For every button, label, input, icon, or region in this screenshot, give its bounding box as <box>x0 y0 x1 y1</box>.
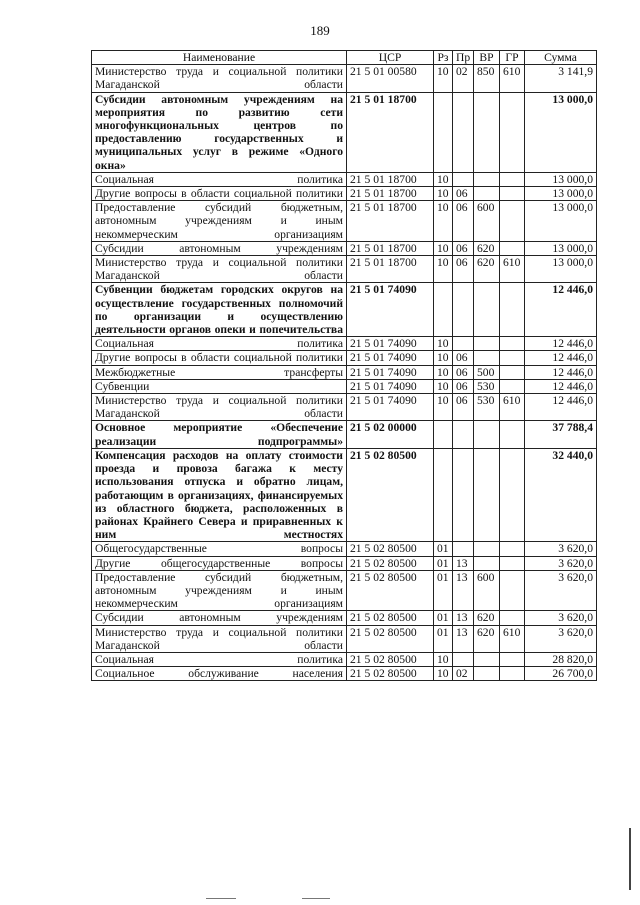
csr-cell: 21 5 01 18700 <box>347 172 434 186</box>
table-row <box>92 337 597 351</box>
rz-cell <box>434 92 453 172</box>
table-header-row <box>92 51 597 65</box>
name-cell: Социальная политика <box>92 172 347 186</box>
rz-cell: 10 <box>434 337 453 351</box>
sum-cell: 3 620,0 <box>525 556 597 570</box>
rz-cell: 10 <box>434 201 453 242</box>
sum-cell: 13 000,0 <box>525 187 597 201</box>
vr-cell <box>474 542 500 556</box>
vr-cell: 620 <box>474 625 500 652</box>
name-cell: Предоставление субсидий бюджетным, автономным учреждениям и иным некоммерческим организациям <box>92 570 347 611</box>
vr-cell: 620 <box>474 611 500 625</box>
footer-mark-left <box>206 898 236 899</box>
table-row <box>92 351 597 365</box>
sum-cell: 37 788,4 <box>525 421 597 448</box>
table-row <box>92 187 597 201</box>
csr-cell: 21 5 02 80500 <box>347 625 434 652</box>
sum-cell: 12 446,0 <box>525 365 597 379</box>
gr-cell <box>500 421 525 448</box>
vr-cell <box>474 351 500 365</box>
table-row <box>92 201 597 242</box>
sum-cell: 3 620,0 <box>525 570 597 611</box>
csr-cell: 21 5 02 80500 <box>347 667 434 681</box>
header-rz: Рз <box>434 51 453 65</box>
csr-cell: 21 5 01 00580 <box>347 65 434 92</box>
table-row <box>92 542 597 556</box>
vr-cell: 600 <box>474 570 500 611</box>
pr-cell: 02 <box>453 65 474 92</box>
table-row <box>92 421 597 448</box>
rz-cell: 01 <box>434 570 453 611</box>
pr-cell: 13 <box>453 625 474 652</box>
name-cell: Субсидии автономным учреждениям <box>92 611 347 625</box>
pr-cell: 02 <box>453 667 474 681</box>
gr-cell <box>500 187 525 201</box>
sum-cell: 12 446,0 <box>525 283 597 337</box>
name-cell: Межбюджетные трансферты <box>92 365 347 379</box>
csr-cell: 21 5 01 18700 <box>347 201 434 242</box>
csr-cell: 21 5 01 74090 <box>347 351 434 365</box>
pr-cell <box>453 652 474 666</box>
gr-cell <box>500 337 525 351</box>
sum-cell: 26 700,0 <box>525 667 597 681</box>
gr-cell <box>500 448 525 541</box>
vr-cell: 530 <box>474 379 500 393</box>
rz-cell <box>434 421 453 448</box>
pr-cell: 13 <box>453 556 474 570</box>
name-cell: Социальная политика <box>92 337 347 351</box>
vr-cell <box>474 556 500 570</box>
sum-cell: 13 000,0 <box>525 201 597 242</box>
name-cell: Основное мероприятие «Обеспечение реализации подпрограммы» <box>92 421 347 448</box>
pr-cell <box>453 542 474 556</box>
name-cell: Другие вопросы в области социальной политики <box>92 187 347 201</box>
vr-cell <box>474 421 500 448</box>
footer-mark-right <box>302 898 330 899</box>
rz-cell: 10 <box>434 241 453 255</box>
table-row <box>92 256 597 283</box>
name-cell: Субвенции бюджетам городских округов на осуществление государственных полномочий по организации и осуществлению деятельности органов опеки и попечительства <box>92 283 347 337</box>
rz-cell: 01 <box>434 556 453 570</box>
header-vr: ВР <box>474 51 500 65</box>
pr-cell: 06 <box>453 379 474 393</box>
sum-cell: 3 620,0 <box>525 625 597 652</box>
gr-cell <box>500 241 525 255</box>
name-cell: Другие общегосударственные вопросы <box>92 556 347 570</box>
gr-cell <box>500 542 525 556</box>
rz-cell: 10 <box>434 351 453 365</box>
pr-cell <box>453 283 474 337</box>
gr-cell <box>500 351 525 365</box>
rz-cell: 10 <box>434 379 453 393</box>
pr-cell: 13 <box>453 611 474 625</box>
budget-table <box>91 50 597 681</box>
sum-cell: 13 000,0 <box>525 256 597 283</box>
table-row <box>92 448 597 541</box>
table-row <box>92 172 597 186</box>
rz-cell: 10 <box>434 172 453 186</box>
vr-cell: 600 <box>474 201 500 242</box>
sum-cell: 12 446,0 <box>525 351 597 365</box>
gr-cell: 610 <box>500 256 525 283</box>
rz-cell <box>434 448 453 541</box>
pr-cell: 06 <box>453 241 474 255</box>
csr-cell: 21 5 01 18700 <box>347 241 434 255</box>
gr-cell <box>500 172 525 186</box>
vr-cell <box>474 652 500 666</box>
csr-cell: 21 5 01 74090 <box>347 365 434 379</box>
csr-cell: 21 5 02 80500 <box>347 448 434 541</box>
sum-cell: 12 446,0 <box>525 379 597 393</box>
header-name: Наименование <box>92 51 347 65</box>
table-row <box>92 65 597 92</box>
csr-cell: 21 5 02 80500 <box>347 652 434 666</box>
name-cell: Общегосударственные вопросы <box>92 542 347 556</box>
gr-cell <box>500 379 525 393</box>
pr-cell: 06 <box>453 351 474 365</box>
table-row <box>92 241 597 255</box>
pr-cell <box>453 337 474 351</box>
rz-cell: 10 <box>434 652 453 666</box>
vr-cell <box>474 283 500 337</box>
header-sum: Сумма <box>525 51 597 65</box>
rz-cell: 10 <box>434 667 453 681</box>
sum-cell: 3 620,0 <box>525 611 597 625</box>
rz-cell: 10 <box>434 187 453 201</box>
gr-cell <box>500 556 525 570</box>
header-gr: ГР <box>500 51 525 65</box>
rz-cell: 10 <box>434 365 453 379</box>
name-cell: Министерство труда и социальной политики Магаданской области <box>92 394 347 421</box>
vr-cell <box>474 172 500 186</box>
table-row <box>92 556 597 570</box>
gr-cell <box>500 201 525 242</box>
vr-cell <box>474 92 500 172</box>
vr-cell: 620 <box>474 256 500 283</box>
page-number: 189 <box>310 23 330 38</box>
pr-cell <box>453 448 474 541</box>
pr-cell <box>453 421 474 448</box>
gr-cell <box>500 365 525 379</box>
vr-cell <box>474 337 500 351</box>
table-row <box>92 611 597 625</box>
sum-cell: 12 446,0 <box>525 394 597 421</box>
table-row <box>92 394 597 421</box>
gr-cell: 610 <box>500 625 525 652</box>
table-row <box>92 365 597 379</box>
rz-cell: 10 <box>434 65 453 92</box>
name-cell: Компенсация расходов на оплату стоимости проезда и провоза багажа к месту использования отпуска и обратно лицам, работающим в организациях, финансируемых из областного бюджета, расположенных в районах Крайнего Севера и приравненных к ним местностях <box>92 448 347 541</box>
pr-cell <box>453 172 474 186</box>
pr-cell: 06 <box>453 187 474 201</box>
vr-cell <box>474 448 500 541</box>
name-cell: Министерство труда и социальной политики Магаданской области <box>92 625 347 652</box>
gr-cell <box>500 652 525 666</box>
csr-cell: 21 5 02 80500 <box>347 556 434 570</box>
name-cell: Субвенции <box>92 379 347 393</box>
gr-cell <box>500 283 525 337</box>
header-csr: ЦСР <box>347 51 434 65</box>
sum-cell: 3 141,9 <box>525 65 597 92</box>
sum-cell: 13 000,0 <box>525 172 597 186</box>
name-cell: Социальная политика <box>92 652 347 666</box>
csr-cell: 21 5 01 18700 <box>347 256 434 283</box>
vr-cell: 530 <box>474 394 500 421</box>
vr-cell: 620 <box>474 241 500 255</box>
csr-cell: 21 5 01 74090 <box>347 379 434 393</box>
csr-cell: 21 5 01 74090 <box>347 337 434 351</box>
table-row <box>92 625 597 652</box>
vr-cell: 500 <box>474 365 500 379</box>
table-row <box>92 283 597 337</box>
csr-cell: 21 5 02 80500 <box>347 542 434 556</box>
pr-cell: 06 <box>453 256 474 283</box>
pr-cell: 13 <box>453 570 474 611</box>
header-pr: Пр <box>453 51 474 65</box>
pr-cell: 06 <box>453 365 474 379</box>
table-row <box>92 652 597 666</box>
vr-cell <box>474 187 500 201</box>
name-cell: Субсидии автономным учреждениям на мероприятия по развитию сети многофункциональных центров по предоставлению государственных и муниципальных услуг в режиме «Одного окна» <box>92 92 347 172</box>
rz-cell: 10 <box>434 256 453 283</box>
name-cell: Министерство труда и социальной политики Магаданской области <box>92 65 347 92</box>
rz-cell: 01 <box>434 542 453 556</box>
name-cell: Социальное обслуживание населения <box>92 667 347 681</box>
pr-cell: 06 <box>453 394 474 421</box>
table-row <box>92 379 597 393</box>
csr-cell: 21 5 01 74090 <box>347 283 434 337</box>
name-cell: Предоставление субсидий бюджетным, автономным учреждениям и иным некоммерческим организациям <box>92 201 347 242</box>
rz-cell: 01 <box>434 611 453 625</box>
sum-cell: 32 440,0 <box>525 448 597 541</box>
margin-mark <box>629 828 631 890</box>
vr-cell: 850 <box>474 65 500 92</box>
rz-cell: 10 <box>434 394 453 421</box>
pr-cell: 06 <box>453 201 474 242</box>
gr-cell: 610 <box>500 394 525 421</box>
table-row <box>92 667 597 681</box>
csr-cell: 21 5 01 18700 <box>347 92 434 172</box>
gr-cell <box>500 570 525 611</box>
gr-cell <box>500 92 525 172</box>
gr-cell <box>500 611 525 625</box>
name-cell: Субсидии автономным учреждениям <box>92 241 347 255</box>
csr-cell: 21 5 02 00000 <box>347 421 434 448</box>
rz-cell <box>434 283 453 337</box>
sum-cell: 3 620,0 <box>525 542 597 556</box>
csr-cell: 21 5 01 74090 <box>347 394 434 421</box>
gr-cell: 610 <box>500 65 525 92</box>
sum-cell: 13 000,0 <box>525 92 597 172</box>
table-row <box>92 92 597 172</box>
sum-cell: 12 446,0 <box>525 337 597 351</box>
rz-cell: 01 <box>434 625 453 652</box>
name-cell: Другие вопросы в области социальной политики <box>92 351 347 365</box>
vr-cell <box>474 667 500 681</box>
sum-cell: 28 820,0 <box>525 652 597 666</box>
pr-cell <box>453 92 474 172</box>
table-row <box>92 570 597 611</box>
csr-cell: 21 5 02 80500 <box>347 611 434 625</box>
name-cell: Министерство труда и социальной политики Магаданской области <box>92 256 347 283</box>
csr-cell: 21 5 01 18700 <box>347 187 434 201</box>
sum-cell: 13 000,0 <box>525 241 597 255</box>
csr-cell: 21 5 02 80500 <box>347 570 434 611</box>
gr-cell <box>500 667 525 681</box>
